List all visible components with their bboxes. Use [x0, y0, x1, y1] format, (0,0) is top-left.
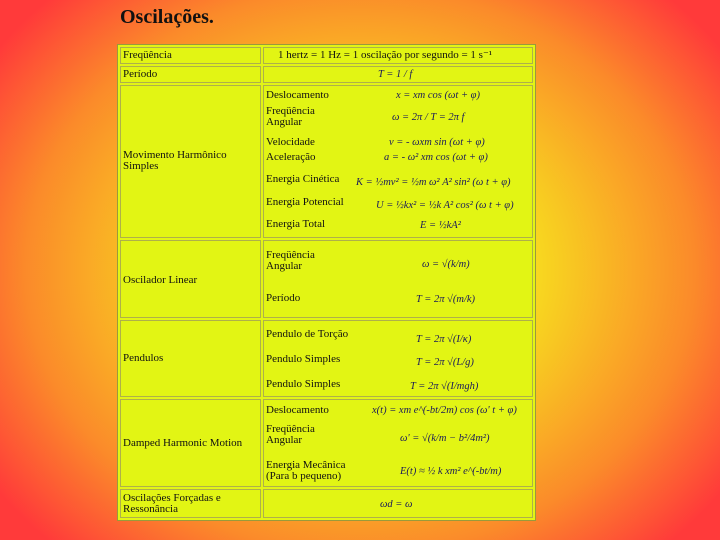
- mhs-energia-potencial-label: Energia Potencial: [266, 196, 344, 208]
- mhs-aceleracao-formula: a = - ω² xm cos (ωt + φ): [384, 152, 488, 163]
- pend-torcao-label: Pendulo de Torção: [266, 328, 349, 340]
- osc-freq-angular-formula: ω = √(k/m): [422, 259, 470, 270]
- mhs-aceleracao-label: Aceleração: [266, 151, 316, 163]
- row-forcadas-content-cell: [263, 489, 533, 518]
- page-title: Oscilações.: [120, 6, 214, 28]
- row-frequencia-label-cell: [120, 47, 261, 64]
- mhs-deslocamento-label: Deslocamento: [266, 89, 329, 101]
- row-pendulos-content-cell: [263, 320, 533, 397]
- row-oscilador-content-cell: [263, 240, 533, 318]
- mhs-freq-angular-formula: ω = 2π / T = 2π f: [392, 112, 465, 123]
- mhs-energia-potencial-formula: U = ½kx² = ½k A² cos² (ω t + φ): [376, 200, 514, 211]
- row-mhs-content-cell: [263, 85, 533, 238]
- row-periodo-label-cell: [120, 66, 261, 83]
- row-oscilador-label: Oscilador Linear: [123, 274, 198, 286]
- row-pendulos-label-cell: [120, 320, 261, 397]
- damped-energia-mecanica-label: Energia Mecânica (Para b pequeno): [266, 459, 346, 482]
- row-damped-label-cell: [120, 399, 261, 487]
- row-forcadas-label: Oscilações Forçadas e Ressonância: [123, 492, 221, 515]
- row-frequencia-value: 1 hertz = 1 Hz = 1 oscilação por segundo = 1 s⁻¹: [278, 49, 493, 61]
- forcadas-formula: ωd = ω: [380, 499, 413, 510]
- oscillations-table: [117, 44, 536, 521]
- pend-torcao-formula: T = 2π √(I/κ): [416, 334, 472, 345]
- mhs-energia-cinetica-label: Energia Cinética: [266, 173, 340, 185]
- mhs-velocidade-label: Velocidade: [266, 136, 315, 148]
- pend-simples-label: Pendulo Simples: [266, 353, 341, 365]
- pend-simples-2-formula: T = 2π √(I/mgh): [410, 381, 479, 392]
- pend-simples-2-label: Pendulo Simples: [266, 378, 341, 390]
- row-pendulos-label: Pendulos: [123, 352, 164, 364]
- mhs-freq-angular-label: Freqüência Angular: [266, 105, 315, 128]
- row-frequencia-label: Freqüência: [123, 49, 172, 61]
- row-periodo-value-cell: [263, 66, 533, 83]
- pend-simples-formula: T = 2π √(L/g): [416, 357, 474, 368]
- damped-energia-mecanica-formula: E(t) ≈ ½ k xm² e^(-bt/m): [400, 466, 502, 477]
- row-frequencia-value-cell: [263, 47, 533, 64]
- mhs-energia-cinetica-formula: K = ½mv² = ½m ω² A² sin² (ω t + φ): [356, 177, 511, 188]
- row-mhs-label-cell: [120, 85, 261, 238]
- row-periodo-label: Período: [123, 68, 158, 80]
- row-mhs-label: Movimento Harmônico Simples: [123, 149, 227, 172]
- row-damped-content-cell: [263, 399, 533, 487]
- row-damped-label: Damped Harmonic Motion: [123, 437, 243, 449]
- damped-freq-angular-label: Freqüência Angular: [266, 423, 315, 446]
- row-forcadas-label-cell: [120, 489, 261, 518]
- mhs-velocidade-formula: v = - ωxm sin (ωt + φ): [389, 137, 485, 148]
- mhs-energia-total-label: Energia Total: [266, 218, 326, 230]
- osc-freq-angular-label: Freqüência Angular: [266, 249, 315, 272]
- damped-freq-angular-formula: ω' = √(k/m − b²/4m²): [400, 433, 490, 444]
- damped-deslocamento-formula: x(t) = xm e^(-bt/2m) cos (ω' t + φ): [372, 405, 517, 416]
- damped-deslocamento-label: Deslocamento: [266, 404, 329, 416]
- row-oscilador-label-cell: [120, 240, 261, 318]
- osc-periodo-formula: T = 2π √(m/k): [416, 294, 476, 305]
- mhs-energia-total-formula: E = ½kA²: [420, 220, 461, 231]
- mhs-deslocamento-formula: x = xm cos (ωt + φ): [396, 90, 480, 101]
- row-periodo-formula: T = 1 / f: [378, 69, 413, 80]
- osc-periodo-label: Período: [266, 292, 301, 304]
